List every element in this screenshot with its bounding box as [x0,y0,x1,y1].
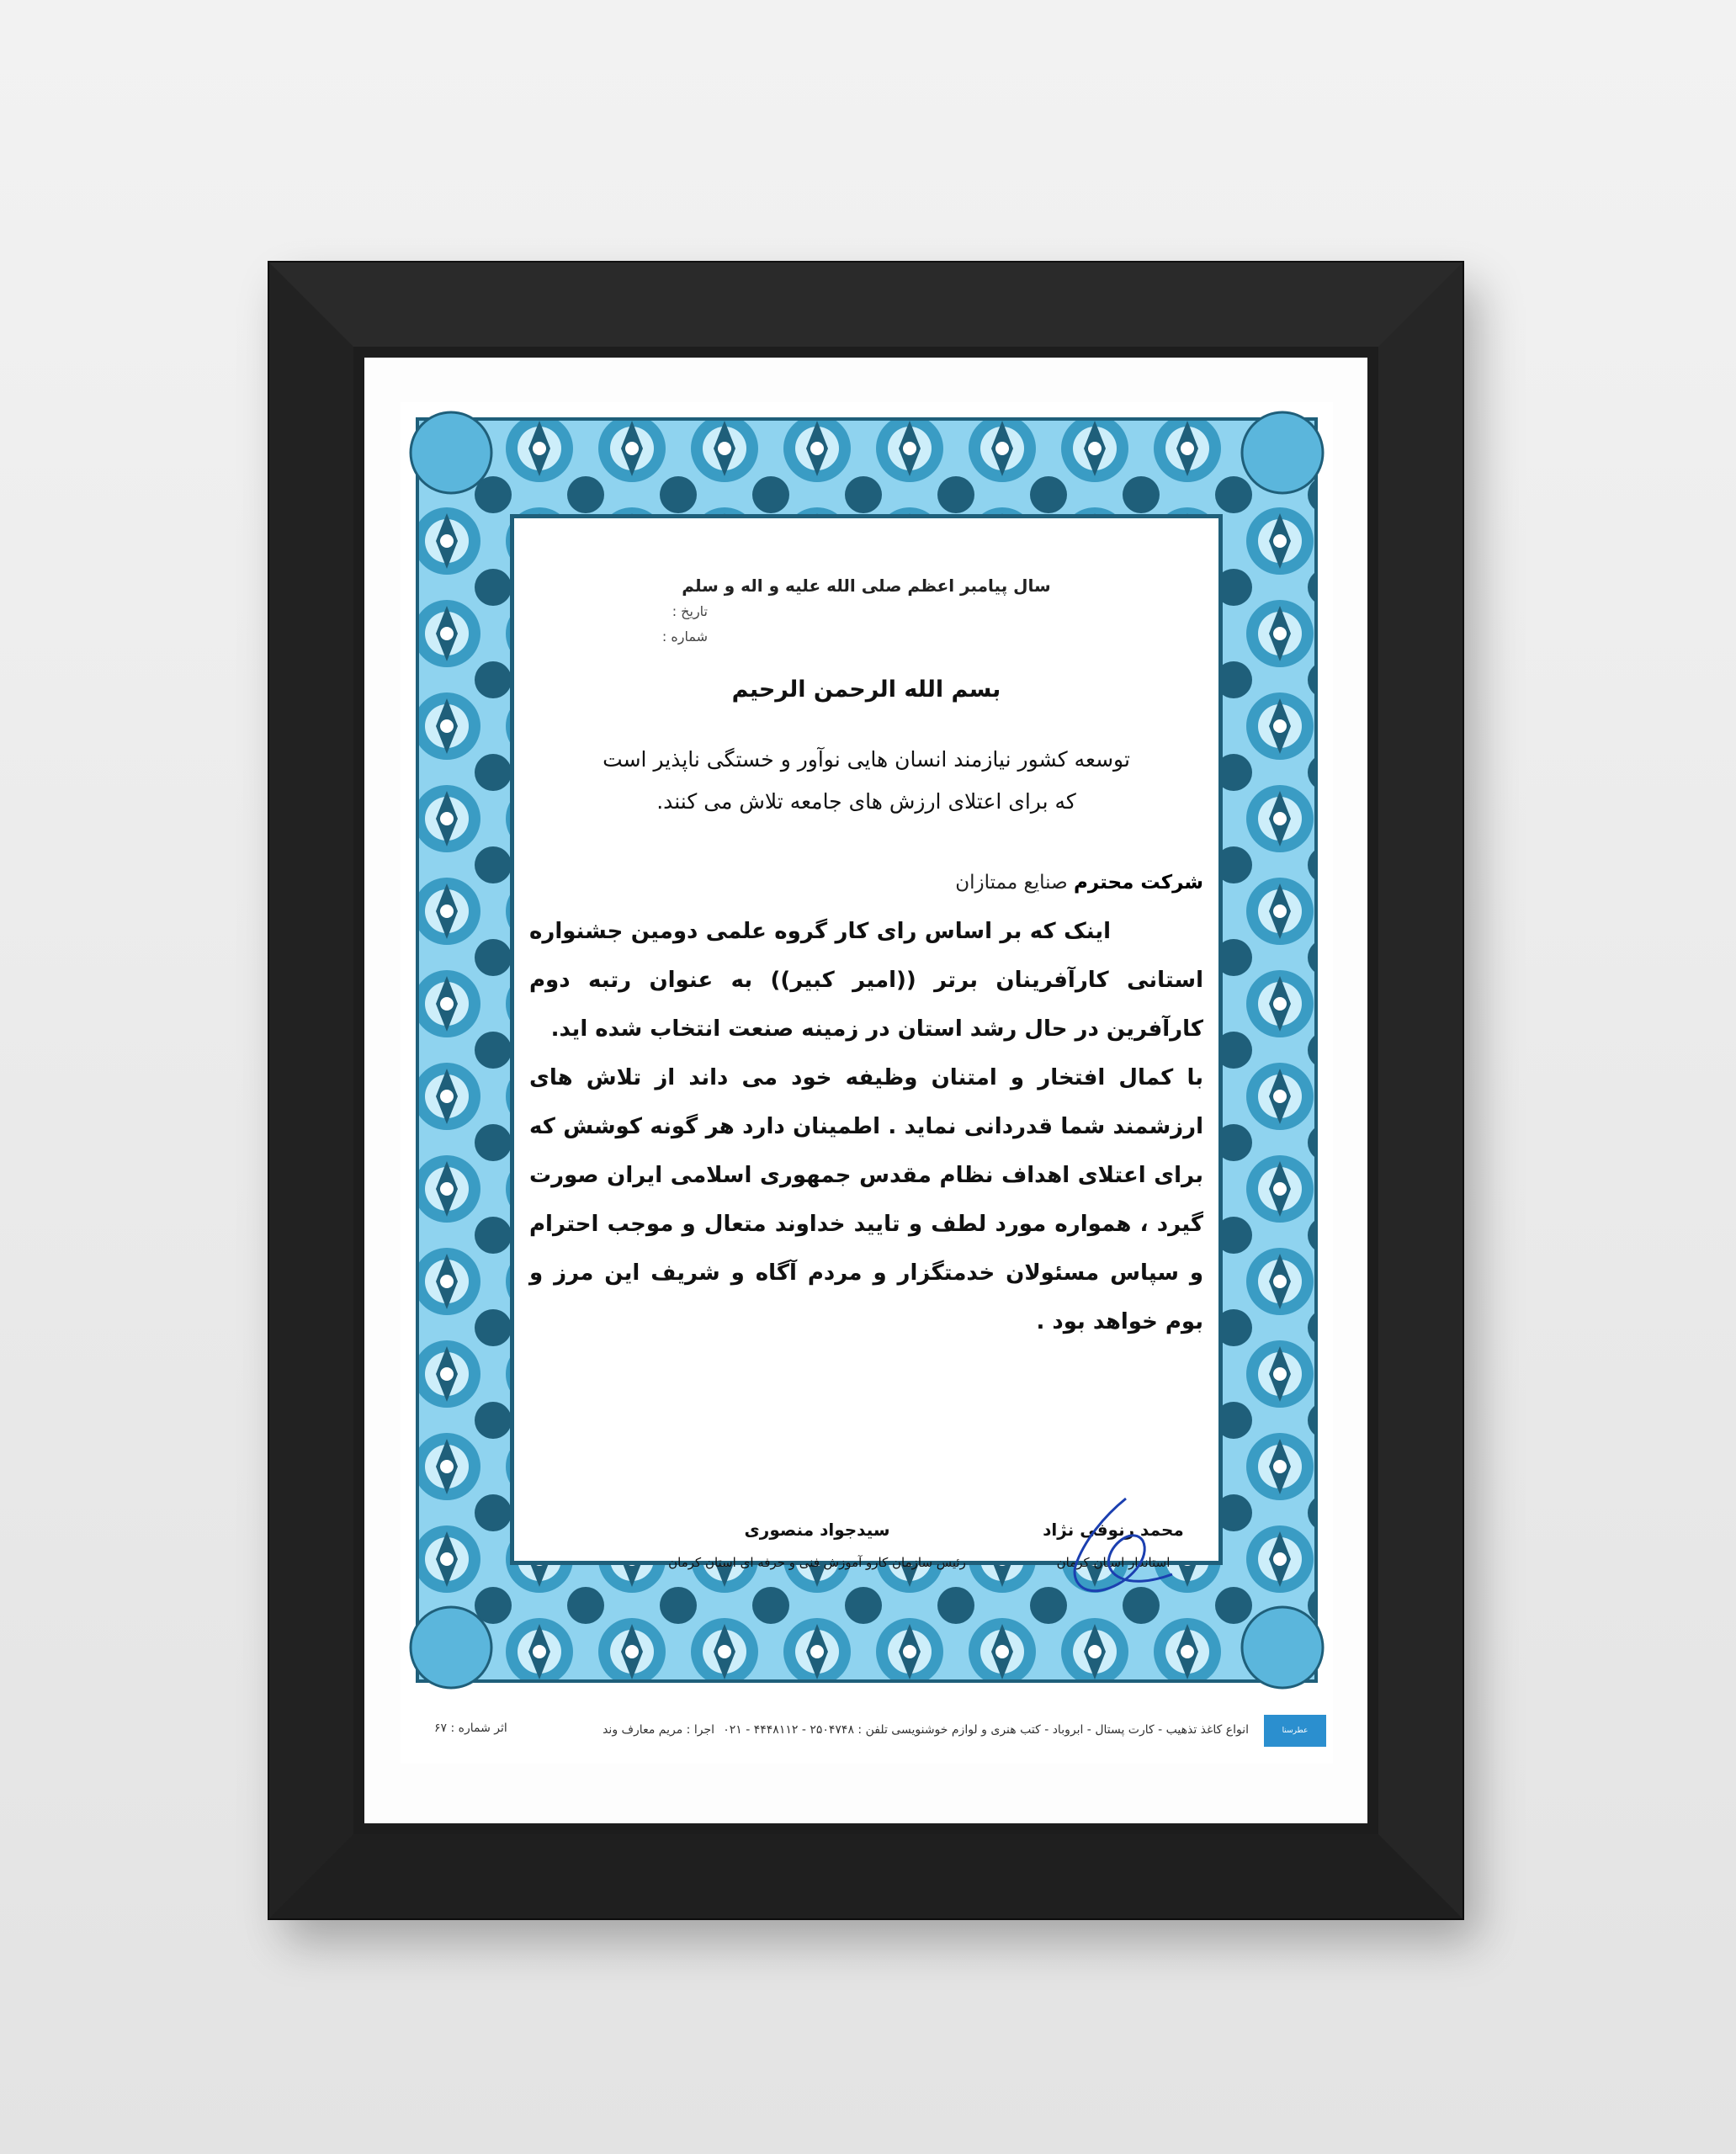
date-number-block [590,599,708,650]
signer-right-name: محمد رنوفی نژاد [1043,1520,1184,1540]
addressee-name: صنایع ممتازان [955,872,1068,894]
basmala: بسم الله الرحمن الرحیم [731,676,1001,703]
signer-right-title: استاندار استان کرمان [1056,1555,1171,1570]
handwritten-signature [1025,1490,1185,1608]
certificate-text-area [512,516,1221,1570]
addressee-title: شرکت محترم [1073,872,1203,894]
number-label: شماره : [661,629,708,645]
footer-work-number: اثر شماره : ۶۷ [434,1722,507,1735]
picture-frame [269,263,1463,1918]
intro-line-2: که برای اعتلای ارزش های جامعه تلاش می کنند. [656,789,1076,814]
date-label: تاریخ : [672,603,708,619]
footer-executor: اجرا : مریم معارف وند [603,1723,714,1737]
frame-mat [364,358,1367,1823]
signer-left-name: سیدجواد منصوری [744,1520,890,1540]
footer-products: انواع کاغذ تذهیب - کارت پستال - ابروباد - کتب هنری و لوازم خوشنویسی تلفن : ۲۵۰۴۷۴۸ - ۴۴۴۸۱۱۲ - ۰۲۱ [723,1723,1249,1737]
certificate-body [529,907,1203,1346]
signer-left-title: رئیس سازمان کارو آموزش فنی و حرفه ای استان کرمان [668,1555,966,1570]
intro-text [548,739,1185,823]
addressee [955,872,1203,894]
publisher-logo: عطرسنا [1264,1715,1326,1747]
body-paragraph-1 [529,907,1203,1053]
certificate-paper [401,402,1333,1764]
body-paragraph-2: با کمال افتخار و امتنان وظیفه خود می داند از تلاش های ارزشمند شما قدردانی نماید . اطمینان دارد هر گونه کوشش که برای اعتلای اهداف نظام مقدس جمهوری اسلامی ایران صورت گیرد ، همواره مورد لطف و تایید خداوند متعال و موجب احترام و سپاس مسئولان خدمتگزار و مردم آگاه و شریف این مرز و بوم خواهد بود . [529,1065,1203,1334]
signature-block-left [615,1520,1019,1570]
header-year: سال پیامبر اعظم صلی الله علیه و اله و سلم [682,576,1051,596]
paper-footer [401,1715,1333,1752]
intro-line-1: توسعه کشور نیازمند انسان هایی نوآور و خستگی ناپذیر است [603,747,1130,772]
body-paragraph-1-text: اینک که بر اساس رای کار گروه علمی دومین جشنواره استانی کارآفرینان برتر ((امیر کبیر)) به عنوان رتبه دوم کارآفرین در حال رشد استان در زمینه صنعت انتخاب شده اید. [529,919,1203,1042]
